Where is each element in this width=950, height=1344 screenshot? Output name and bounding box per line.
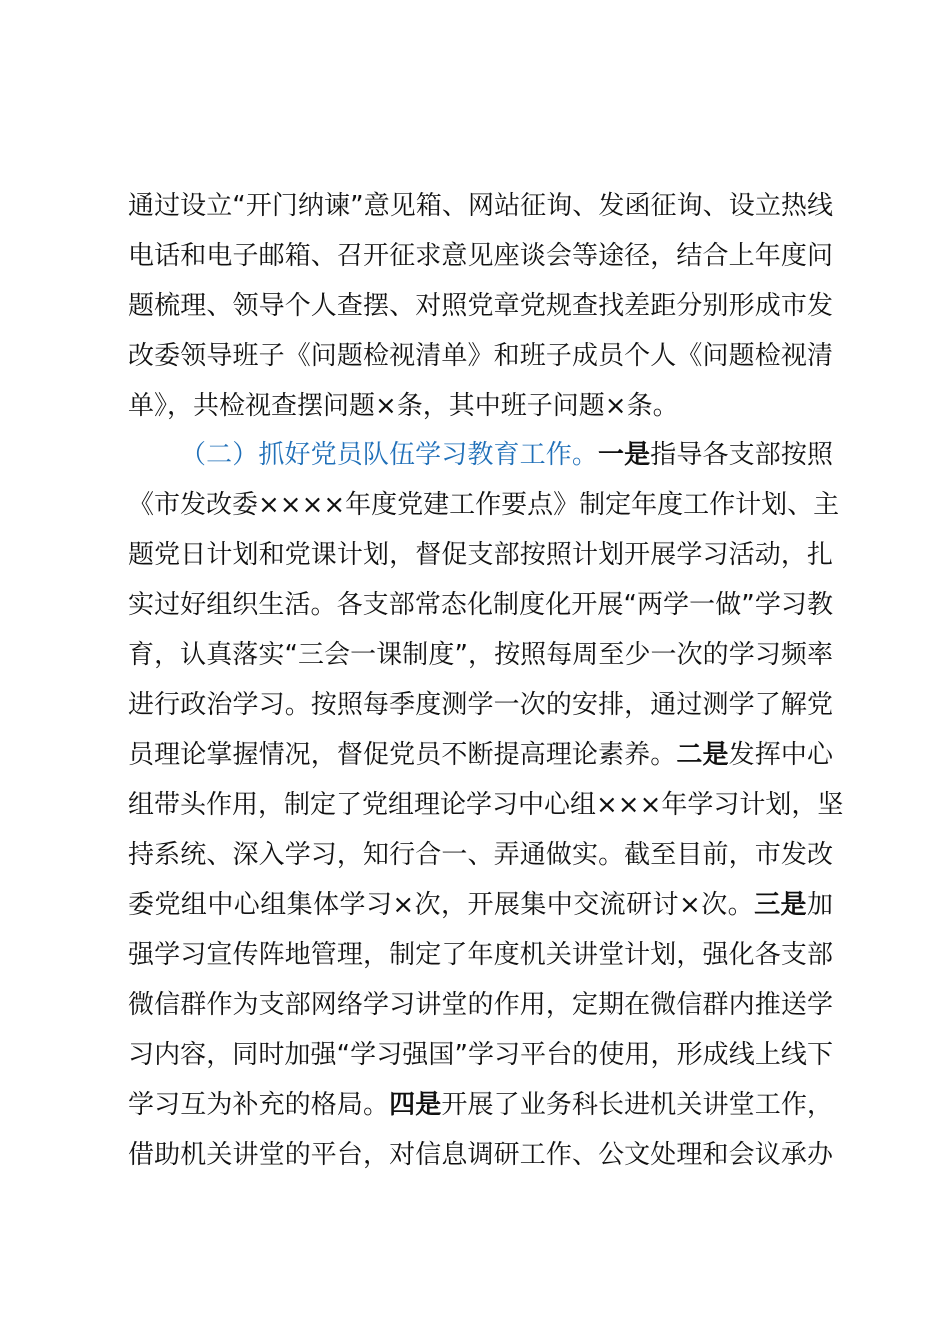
text-run: 开展了业务科长进机关讲堂工作， bbox=[441, 1090, 833, 1120]
text-run: 题党日计划和党课计划，督促支部按照计划开展学习活动，扎 bbox=[128, 540, 833, 570]
text-run: 发挥中心 bbox=[728, 740, 833, 770]
text-run: 微信群作为支部网络学习讲堂的作用，定期在微信群内推送学 bbox=[128, 990, 833, 1020]
paragraph-line bbox=[128, 1080, 833, 1130]
emphasis-label: 三是 bbox=[754, 890, 807, 920]
paragraph-line bbox=[128, 880, 833, 930]
paragraph-line bbox=[128, 281, 833, 331]
text-run: 指导各支部按照 bbox=[650, 440, 833, 470]
paragraph-line bbox=[128, 680, 833, 730]
text-run: 强学习宣传阵地管理，制定了年度机关讲堂计划，强化各支部 bbox=[128, 940, 833, 970]
text-run: 育，认真落实“三会一课制度”，按照每周至少一次的学习频率 bbox=[128, 640, 833, 670]
text-run: 通过设立“开门纳谏”意见箱、网站征询、发函征询、设立热线 bbox=[128, 191, 833, 221]
text-run: 员理论掌握情况，督促党员不断提高理论素养。 bbox=[128, 740, 677, 770]
emphasis-label: 二是 bbox=[676, 740, 729, 770]
section-heading: （二）抓好党员队伍学习教育工作。 bbox=[180, 440, 598, 470]
paragraph-line bbox=[128, 830, 833, 880]
paragraph-line bbox=[128, 580, 833, 630]
paragraph-line bbox=[128, 231, 833, 281]
text-run: 题梳理、领导个人查摆、对照党章党规查找差距分别形成市发 bbox=[128, 291, 833, 321]
paragraph-line bbox=[128, 780, 844, 830]
text-run: 电话和电子邮箱、召开征求意见座谈会等途径，结合上年度问 bbox=[128, 241, 833, 271]
paragraph-line bbox=[128, 480, 840, 530]
paragraph-line bbox=[180, 430, 833, 480]
paragraph-line bbox=[128, 980, 833, 1030]
text-run: 进行政治学习。按照每季度测学一次的安排，通过测学了解党 bbox=[128, 690, 833, 720]
paragraph-line bbox=[128, 331, 833, 381]
text-run: 组带头作用，制定了党组理论学习中心组×××年学习计划，坚 bbox=[128, 790, 844, 820]
paragraph-line bbox=[128, 930, 833, 980]
text-run: 改委领导班子《问题检视清单》和班子成员个人《问题检视清 bbox=[128, 341, 833, 371]
paragraph-line bbox=[128, 1030, 833, 1080]
paragraph-line bbox=[128, 630, 833, 680]
text-run: 实过好组织生活。各支部常态化制度化开展“两学一做”学习教 bbox=[128, 590, 833, 620]
paragraph-line bbox=[128, 730, 833, 780]
text-run: 委党组中心组集体学习×次，开展集中交流研讨×次。 bbox=[128, 890, 755, 920]
text-run: 持系统、深入学习，知行合一、弄通做实。截至目前，市发改 bbox=[128, 840, 833, 870]
emphasis-label: 一是 bbox=[597, 440, 651, 470]
text-run: 单》，共检视查摆问题×条，其中班子问题×条。 bbox=[128, 391, 679, 421]
emphasis-label: 四是 bbox=[389, 1090, 442, 1120]
text-run: 加 bbox=[806, 890, 833, 920]
paragraph-line bbox=[128, 181, 833, 231]
text-run: 习内容，同时加强“学习强国”学习平台的使用，形成线上线下 bbox=[128, 1040, 833, 1070]
paragraph-line bbox=[128, 381, 833, 431]
paragraph-line bbox=[128, 530, 833, 580]
text-run: 《市发改委××××年度党建工作要点》制定年度工作计划、主 bbox=[128, 490, 840, 520]
text-run: 学习互为补充的格局。 bbox=[128, 1090, 390, 1120]
paragraph-line bbox=[128, 1130, 833, 1180]
text-run: 借助机关讲堂的平台，对信息调研工作、公文处理和会议承办 bbox=[128, 1140, 833, 1170]
